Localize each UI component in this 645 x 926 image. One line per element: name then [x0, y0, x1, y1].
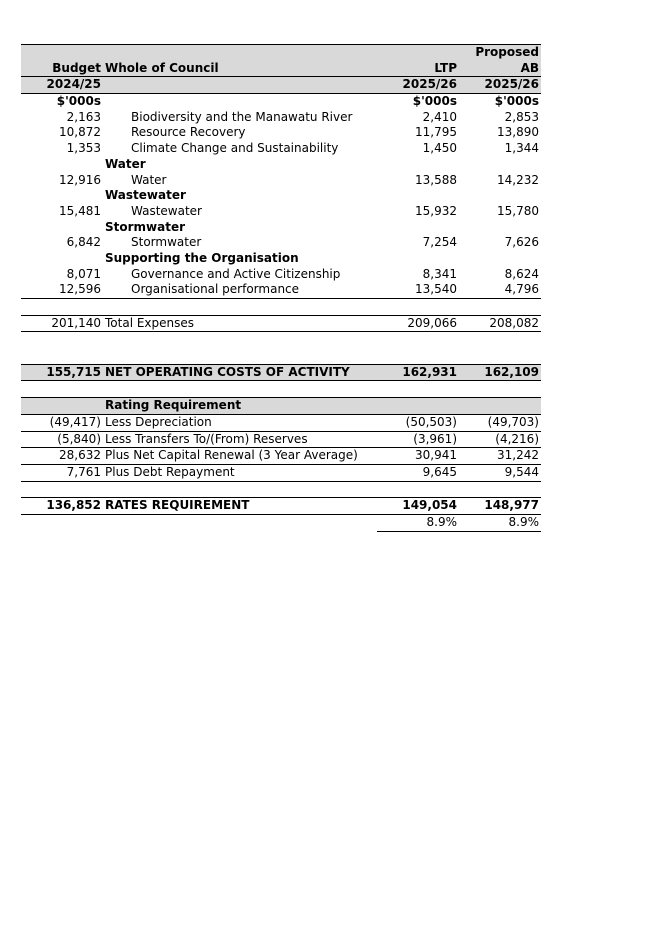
group-heading	[21, 220, 541, 236]
group-heading	[21, 188, 541, 204]
section-title: Whole of Council	[105, 60, 219, 75]
row-label: Climate Change and Sustainability	[131, 141, 339, 156]
proposed-value: 4,796	[504, 282, 539, 297]
ltp-value: 149,054	[402, 498, 457, 513]
table-row	[21, 432, 541, 449]
budget-value: 12,596	[59, 282, 101, 297]
proposed-unit: $'000s	[494, 94, 539, 109]
proposed-value: 148,977	[484, 498, 539, 513]
ab-label: AB	[520, 60, 539, 75]
row-label: Governance and Active Citizenship	[131, 266, 341, 281]
ltp-value: (3,961)	[413, 431, 457, 446]
proposed-value: 208,082	[489, 315, 539, 330]
ltp-value: 209,066	[407, 315, 457, 330]
proposed-value: (4,216)	[495, 431, 539, 446]
rating-heading: Rating Requirement	[105, 398, 242, 413]
ltp-value: 2,410	[422, 109, 457, 124]
row-label: Organisational performance	[131, 282, 300, 297]
ltp-value: 11,795	[415, 125, 457, 140]
budget-value: 7,761	[66, 464, 101, 479]
group-heading-label: Stormwater	[105, 219, 186, 234]
row-label: Stormwater	[131, 235, 202, 250]
group-heading	[21, 251, 541, 267]
ltp-unit: $'000s	[412, 94, 457, 109]
budget-value: (5,840)	[57, 431, 101, 446]
budget-value: 28,632	[59, 448, 101, 463]
table-row	[21, 415, 541, 432]
budget-value: 6,842	[66, 235, 101, 250]
group-heading-label: Wastewater	[105, 188, 186, 203]
table-row	[21, 110, 541, 126]
table-row	[21, 282, 541, 299]
row-label: Plus Debt Repayment	[105, 464, 235, 479]
ltp-value: 9,645	[422, 464, 457, 479]
spacer	[21, 299, 541, 315]
spacer	[21, 332, 541, 363]
total-expenses-label: Total Expenses	[105, 315, 195, 330]
total-expenses-row	[21, 315, 541, 333]
ltp-value: 7,254	[422, 235, 457, 250]
row-label: Less Transfers To/(From) Reserves	[105, 431, 308, 446]
budget-value: 1,353	[66, 141, 101, 156]
ltp-value: 1,450	[422, 141, 457, 156]
rates-requirement-row	[21, 497, 541, 515]
ltp-value: 15,932	[415, 203, 457, 218]
budget-value: 155,715	[46, 364, 101, 379]
budget-value: 2,163	[66, 109, 101, 124]
percent-underline	[377, 531, 541, 532]
group-heading-label: Water	[105, 156, 146, 171]
table-row	[21, 141, 541, 157]
budget-value: 8,071	[66, 266, 101, 281]
proposed-value: 14,232	[497, 172, 539, 187]
budget-value: 201,140	[51, 315, 101, 330]
header-row-year	[21, 77, 541, 94]
header-row-2	[21, 61, 541, 78]
row-label: Less Depreciation	[105, 414, 212, 429]
rates-requirement-label: RATES REQUIREMENT	[105, 498, 250, 513]
budget-year: 2024/25	[46, 77, 101, 92]
group-heading-label: Supporting the Organisation	[105, 250, 299, 265]
proposed-value: 2,853	[504, 109, 539, 124]
ltp-value: 13,588	[415, 172, 457, 187]
proposed-value: 15,780	[497, 203, 539, 218]
row-label: Plus Net Capital Renewal (3 Year Average)	[105, 448, 358, 463]
proposed-value: 8,624	[504, 266, 539, 281]
proposed-value: 1,344	[504, 141, 539, 156]
budget-value: 10,872	[59, 125, 101, 140]
ltp-value: 8,341	[422, 266, 457, 281]
table-row	[21, 125, 541, 141]
budget-unit: $'000s	[56, 94, 101, 109]
proposed-value: 7,626	[504, 235, 539, 250]
ltp-value: (50,503)	[405, 414, 457, 429]
ltp-value: 13,540	[415, 282, 457, 297]
table-row	[21, 267, 541, 283]
group-heading	[21, 157, 541, 173]
net-operating-row	[21, 364, 541, 382]
ltp-value: 30,941	[415, 448, 457, 463]
proposed-year: 2025/26	[484, 77, 539, 92]
row-label: Resource Recovery	[131, 125, 246, 140]
table-row	[21, 448, 541, 465]
row-label: Water	[131, 172, 167, 187]
header-row-units	[21, 94, 541, 110]
budget-value: 136,852	[46, 498, 101, 513]
spacer	[21, 482, 541, 498]
ltp-label: LTP	[434, 60, 457, 75]
proposed-value: 13,890	[497, 125, 539, 140]
table-row	[21, 173, 541, 189]
proposed-percent: 8.9%	[508, 514, 539, 529]
table-row	[21, 465, 541, 482]
financial-table	[21, 44, 541, 531]
ltp-value: 162,931	[402, 364, 457, 379]
proposed-value: 9,544	[504, 464, 539, 479]
percent-row	[21, 515, 541, 531]
rating-heading-row	[21, 397, 541, 415]
proposed-value: 31,242	[497, 448, 539, 463]
table-row	[21, 235, 541, 251]
proposed-label: Proposed	[475, 45, 539, 59]
ltp-year: 2025/26	[402, 77, 457, 92]
row-label: Wastewater	[131, 203, 202, 218]
proposed-value: (49,703)	[487, 414, 539, 429]
budget-label: Budget	[52, 60, 101, 75]
ltp-percent: 8.9%	[426, 514, 457, 529]
budget-value: 15,481	[59, 203, 101, 218]
budget-value: 12,916	[59, 172, 101, 187]
header-row-1	[21, 44, 541, 61]
spacer	[21, 381, 541, 397]
table-row	[21, 204, 541, 220]
net-operating-label: NET OPERATING COSTS OF ACTIVITY	[105, 364, 350, 379]
row-label: Biodiversity and the Manawatu River	[131, 109, 353, 124]
budget-value: (49,417)	[49, 414, 101, 429]
proposed-value: 162,109	[484, 364, 539, 379]
